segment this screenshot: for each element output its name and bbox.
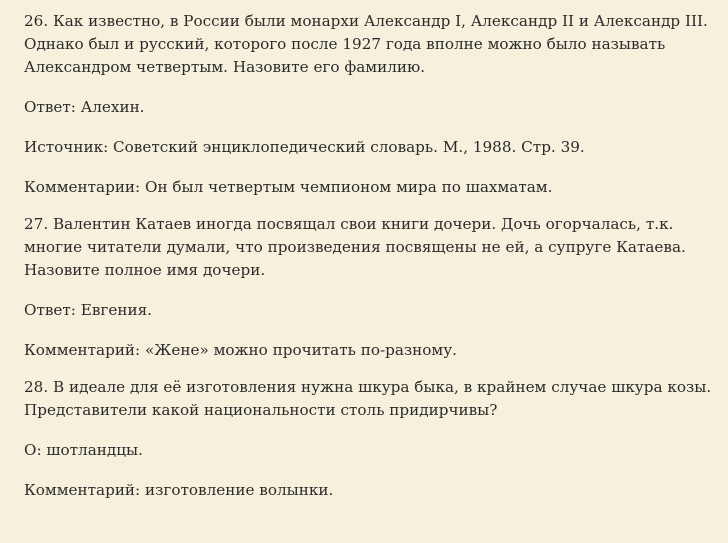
question-27-line-1: 27. Валентин Катаев иногда посвящал свои книги дочери. Дочь огорчалась, т.к. bbox=[24, 215, 674, 233]
question-26-comment: Комментарии: Он был четвертым чемпионом мира по шахматам. bbox=[24, 178, 553, 196]
question-27-text bbox=[24, 213, 728, 282]
question-27-line-3: Назовите полное имя дочери. bbox=[24, 261, 266, 279]
question-26-line-1: 26. Как известно, в России были монархи Александр I, Александр II и Александр III. bbox=[24, 12, 708, 30]
question-26-answer: Ответ: Алехин. bbox=[24, 98, 145, 116]
question-28-line-1: 28. В идеале для её изготовления нужна шкура быка, в крайнем случае шкура козы. bbox=[24, 378, 712, 396]
question-26-line-2: Однако был и русский, которого после 1927 года вполне можно было называть bbox=[24, 35, 666, 53]
question-28-line-2: Представители какой национальности столь придирчивы? bbox=[24, 401, 498, 419]
question-26-text bbox=[24, 10, 728, 79]
question-28-text bbox=[24, 376, 728, 422]
question-27-line-2: многие читатели думали, что произведения посвящены не ей, а супруге Катаева. bbox=[24, 238, 686, 256]
question-28-answer: О: шотландцы. bbox=[24, 441, 143, 459]
question-28-comment: Комментарий: изготовление волынки. bbox=[24, 481, 334, 499]
question-26-line-3: Александром четвертым. Назовите его фамилию. bbox=[24, 58, 426, 76]
question-27-comment: Комментарий: «Жене» можно прочитать по-разному. bbox=[24, 341, 458, 359]
question-27-answer: Ответ: Евгения. bbox=[24, 301, 152, 319]
question-26-source: Источник: Советский энциклопедический словарь. М., 1988. Стр. 39. bbox=[24, 138, 585, 156]
